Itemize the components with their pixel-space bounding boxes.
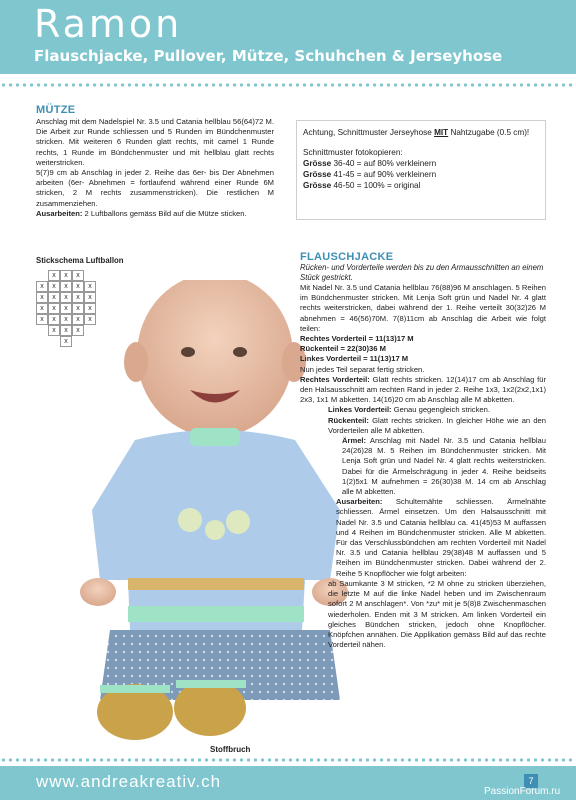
muetze-heading: MÜTZE bbox=[36, 104, 76, 116]
chart-cell: x bbox=[48, 314, 60, 325]
flausch-p3-text: Glatt rechts stricken. 12(14)17 cm ab Anschlag für den Halsausschnitt am rechten Rand in jeder 2. Reihe 1x3, 1x2(2x2,1x1) 2x3, 1x1 M abketten. 14(16)20 cm ab Anschlag alle M abketten. bbox=[300, 374, 546, 405]
dot-divider-top bbox=[0, 82, 576, 88]
note-line1-pre: Achtung, Schnittmuster Jerseyhose bbox=[303, 128, 435, 137]
chart-cell: x bbox=[72, 270, 84, 281]
photo-label: Stoffbruch bbox=[210, 745, 251, 754]
note-size-label: Grösse bbox=[303, 170, 332, 179]
chart-cell: x bbox=[72, 281, 84, 292]
note-size-3 bbox=[303, 180, 539, 191]
page-number: 7 bbox=[524, 774, 538, 788]
flausch-p5 bbox=[300, 416, 546, 436]
flausch-p6-label: Ärmel: bbox=[342, 436, 367, 446]
flausch-l3-text: Linkes Vorderteil = 11(13)17 M bbox=[300, 354, 409, 364]
muetze-p3-label: Ausarbeiten: bbox=[36, 208, 83, 218]
chart-cell: x bbox=[72, 303, 84, 314]
muetze-section bbox=[36, 104, 274, 219]
watermark: PassionForum.ru bbox=[484, 786, 561, 797]
chart-cell: x bbox=[60, 292, 72, 303]
flausch-p6-text: Anschlag mit Nadel Nr. 3.5 und Catania hellblau 24(26)28 M. 5 Reihen im Bündchenmuster stricken. Mit Lenja Soft grün und Nadel Nr. 4 glatt rechts weiterstricken. Dabei für die Ärmelschrägung in jeder 4. Reihe beidseits 1(2)5x1 M aufnehmen = 26(30)38 M. 14 cm ab Anschlag alle M abketten. bbox=[342, 436, 546, 497]
chart-cell: x bbox=[48, 303, 60, 314]
flausch-p8: ab Saumkante 3 M stricken, *2 M ohne zu stricken überziehen, die letzte M auf die linke Nadel heben und im Zwischenraum sofort 2 M anschlagen*. Von *zu* mit je 5(8)8 Zwischenmaschen wiederholen. Enden mit 3 M stricken. Am linken Vorderteil ein gleiches Bündchen stricken, jedoch ohne Knopflöcher. Knöpfchen annähen. Die Applikation gemäss Bild auf das rechte Vorderteil nähen. bbox=[328, 578, 546, 650]
note-size-label: Grösse bbox=[303, 159, 332, 168]
flausch-p7-label: Ausarbeiten: bbox=[336, 497, 383, 507]
flausch-heading: FLAUSCHJACKE bbox=[300, 251, 394, 263]
muetze-p1: Anschlag mit dem Nadelspiel Nr. 3.5 und Catania hellblau 56(64)72 M. Die Arbeit zur Runde schliessen und 5 Runden im Bündchenmuster stricken. Mit weiteren 6 Runden glatt rechts, mit camel 1 Runde rechts, 1 Runde im Bündchenmuster und mit hellblau glatt rechts weiterstricken. bbox=[36, 117, 274, 167]
chart-cell: x bbox=[48, 270, 60, 281]
chart-cell: x bbox=[84, 303, 96, 314]
chart-cell: x bbox=[72, 325, 84, 336]
chart-cell: x bbox=[36, 281, 48, 292]
muetze-p2: 5(7)9 cm ab Anschlag in jeder 2. Reihe das 6er- bis Der Abnehmen arbeiten (6er- Abnehmen = fortlaufend während einer Runde 6M stricken, 2 M rechts zusammenstricken). Die restlichen M zusammenziehen. bbox=[36, 168, 274, 208]
chart-cell: x bbox=[60, 270, 72, 281]
flausch-p5-label: Rückenteil: bbox=[328, 415, 369, 425]
flausch-l1-text: Rechtes Vorderteil = 11(13)17 M bbox=[300, 334, 414, 344]
chart-cell: x bbox=[60, 281, 72, 292]
note-line2: Schnittmuster fotokopieren: bbox=[303, 148, 403, 157]
flausch-l1 bbox=[300, 334, 546, 344]
note-line1-bold: MIT bbox=[434, 128, 449, 137]
note-size-text: 36-40 = auf 80% verkleinern bbox=[331, 159, 437, 168]
pattern-note-box bbox=[296, 120, 546, 220]
flausch-p1: Mit Nadel Nr. 3.5 und Catania hellblau 76(88)96 M anschlagen. 5 Reihen im Bündchenmuster stricken. Mit Lenja Soft grün und Nadel Nr. 4 glatt rechts weiterstricken, dabei während der 1. Reihe verteilt 30(32)26 M abnehmen = 46(56)70M. 7(8)11cm ab Anschlag die Arbeit wie folgt teilen: bbox=[300, 283, 546, 333]
note-size-text: 46-50 = 100% = original bbox=[331, 181, 421, 190]
flausch-p3 bbox=[300, 375, 546, 406]
flausch-l2 bbox=[300, 344, 546, 354]
note-line1 bbox=[303, 127, 539, 138]
chart-cell: x bbox=[48, 325, 60, 336]
flausch-p3-label: Rechtes Vorderteil: bbox=[300, 374, 370, 384]
note-size-text: 41-45 = auf 90% verkleinern bbox=[331, 170, 437, 179]
muetze-p3 bbox=[36, 209, 274, 219]
flausch-l3 bbox=[300, 354, 546, 364]
page-title: Ramon bbox=[34, 2, 183, 46]
flausch-p4-text: Genau gegengleich stricken. bbox=[391, 405, 490, 415]
note-size-1 bbox=[303, 158, 539, 169]
chart-cell: x bbox=[84, 281, 96, 292]
muetze-text bbox=[36, 117, 274, 219]
chart-cell: x bbox=[36, 303, 48, 314]
chart-cell: x bbox=[60, 336, 72, 347]
chart-cell: x bbox=[60, 303, 72, 314]
flausch-p4-label: Linkes Vorderteil: bbox=[328, 405, 392, 415]
chart-cell: x bbox=[60, 325, 72, 336]
chart-cell: x bbox=[72, 292, 84, 303]
header-banner bbox=[0, 0, 576, 74]
chart-cell: x bbox=[84, 314, 96, 325]
note-size-2 bbox=[303, 169, 539, 180]
chart-title: Stickschema Luftballon bbox=[36, 256, 124, 265]
flausch-p2: Nun jedes Teil separat fertig stricken. bbox=[300, 364, 425, 374]
chart-cell: x bbox=[36, 314, 48, 325]
page-subtitle: Flauschjacke, Pullover, Mütze, Schuhchen & Jerseyhose bbox=[34, 47, 503, 65]
flausch-p6 bbox=[300, 436, 546, 497]
footer-banner bbox=[0, 766, 576, 800]
muetze-p3-text: 2 Luftballons gemäss Bild auf die Mütze sticken. bbox=[82, 208, 247, 218]
flauschjacke-section bbox=[300, 251, 546, 650]
flausch-subheading: Rücken- und Vorderteile werden bis zu den Armausschnitten an einem Stück gestrickt. bbox=[300, 263, 544, 282]
chart-cell: x bbox=[60, 314, 72, 325]
flausch-p7 bbox=[300, 497, 546, 579]
flausch-p5-text: Glatt rechts stricken. In gleicher Höhe wie an den Vorderteilen alle M abketten. bbox=[328, 415, 546, 435]
chart-cell: x bbox=[48, 292, 60, 303]
flausch-text bbox=[300, 283, 546, 650]
chart-cell: x bbox=[36, 292, 48, 303]
note-line1-post: Nahtzugabe (0.5 cm)! bbox=[448, 128, 530, 137]
note-size-label: Grösse bbox=[303, 181, 332, 190]
chart-cell: x bbox=[72, 314, 84, 325]
flausch-p4 bbox=[300, 405, 546, 415]
chart-cell: x bbox=[48, 281, 60, 292]
dot-divider-bottom bbox=[0, 757, 576, 763]
flausch-p7-text: Schulternähte schliessen. Ärmelnähte schliessen. Ärmel einsetzen. Um den Halsausschnitt mit Nadel Nr. 3.5 und Catania hellblau ca. 41(45)53 M auffassen und 4 Reihen im Bündchenmuster stricken. Alle M abketten. Für das Verschlussbündchen am rechten Vorderteil mit Nadel Nr. 3.5 und Catania hellblau 29(38)48 M auffassen und 5 Reihen im Bündchenmuster stricken. Dabei während der 2. Reihe 5 Knopflöcher wie folgt arbeiten: bbox=[336, 497, 546, 578]
flausch-l2-text: Rückenteil = 22(30)36 M bbox=[300, 344, 386, 354]
footer-url[interactable]: www.andreakreativ.ch bbox=[36, 772, 222, 791]
chart-cell: x bbox=[84, 292, 96, 303]
